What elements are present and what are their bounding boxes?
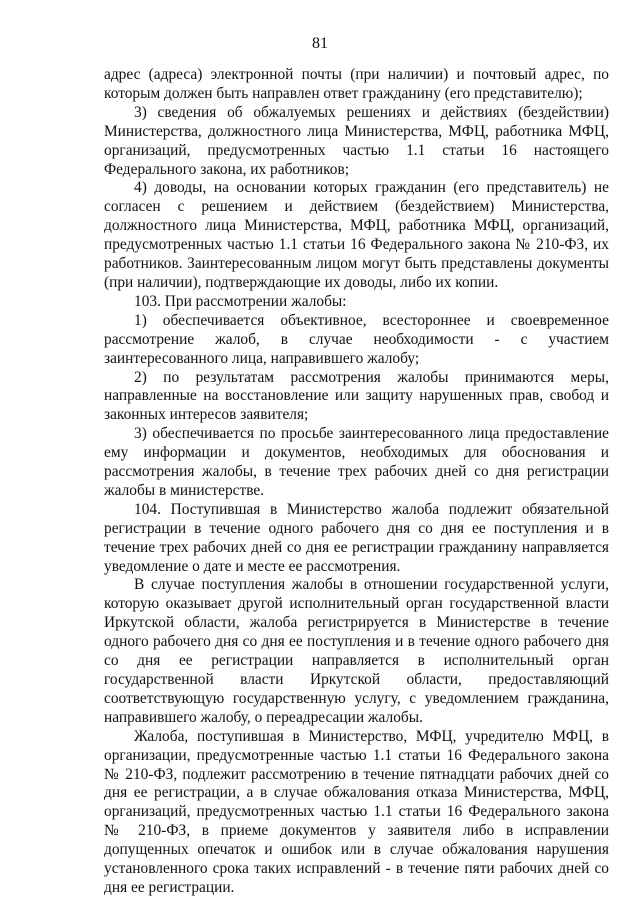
paragraph-redirect-complaint: В случае поступления жалобы в отношении государственной услуги, которую оказывает другой исполнительный орган государственной власти Иркутской области, жалоба регистрируется в Министерстве в течение одного рабочего дня со дня ее поступления и в течение одного рабочего дня со дня ее регистрации направляется в исполнительный орган государственной власти Иркутской области, предоставляющий соответствующую государственную услугу, с уведомлением гражданина, направившего жалобу, о переадресации жалобы. bbox=[104, 576, 609, 726]
paragraph-104: 104. Поступившая в Министерство жалоба подлежит обязательной регистрации в течение одного рабочего дня со дня ее поступления и в течение трех рабочих дней со дня ее регистрации гражданину направляется уведомление о дате и месте ее рассмотрения. bbox=[104, 500, 609, 575]
paragraph-item-3-appealed-decisions: 3) сведения об обжалуемых решениях и действиях (бездействии) Министерства, должностного лица Министерства, МФЦ, работника МФЦ, организаций, предусмотренных частью 1.1 статьи 16 настоящего Федерального закона, их работников; bbox=[104, 103, 609, 178]
paragraph-item-4-arguments: 4) доводы, на основании которых гражданин (его представитель) не согласен с решением и действием (бездействием) Министерства, должностного лица Министерства, МФЦ, работника МФЦ, организаций, предусмотренных частью 1.1 статьи 16 Федерального закона № 210-ФЗ, их работников. Заинтересованным лицом могут быть представлены документы (при наличии), подтверждающие их доводы, либо их копии. bbox=[104, 179, 609, 291]
paragraph-email-address: адрес (адреса) электронной почты (при наличии) и почтовый адрес, по которым должен быть направлен ответ гражданину (его представителю); bbox=[104, 66, 609, 102]
paragraph-103-item-2: 2) по результатам рассмотрения жалобы принимаются меры, направленные на восстановление или защиту нарушенных прав, свобод и законных интересов заявителя; bbox=[104, 368, 609, 424]
paragraph-103-item-3: 3) обеспечивается по просьбе заинтересованного лица предоставление ему информации и документов, необходимых для обоснования и рассмотрения жалобы, в течение трех рабочих дней со дня регистрации жалобы в министерстве. bbox=[104, 425, 609, 499]
document-body bbox=[104, 66, 609, 898]
paragraph-103-heading: 103. При рассмотрении жалобы: bbox=[134, 292, 347, 310]
paragraph-review-terms: Жалоба, поступившая в Министерство, МФЦ, учредителю МФЦ, в организации, предусмотренные частью 1.1 статьи 16 Федерального закона № 210-ФЗ, подлежит рассмотрению в течение пятнадцати рабочих дней со дня ее регистрации, а в случае обжалования отказа Министерства, МФЦ, организаций, предусмотренных частью 1.1 статьи 16 Федерального закона № 210-ФЗ, в приеме документов у заявителя либо в исправлении допущенных опечаток и ошибок или в случае обжалования нарушения установленного срока таких исправлений - в течение пяти рабочих дней со дня ее регистрации. bbox=[104, 727, 609, 896]
page-number: 81 bbox=[312, 35, 328, 52]
paragraph-103-item-1: 1) обеспечивается объективное, всестороннее и своевременное рассмотрение жалоб, в случае необходимости - с участием заинтересованного лица, направившего жалобу; bbox=[104, 311, 609, 367]
